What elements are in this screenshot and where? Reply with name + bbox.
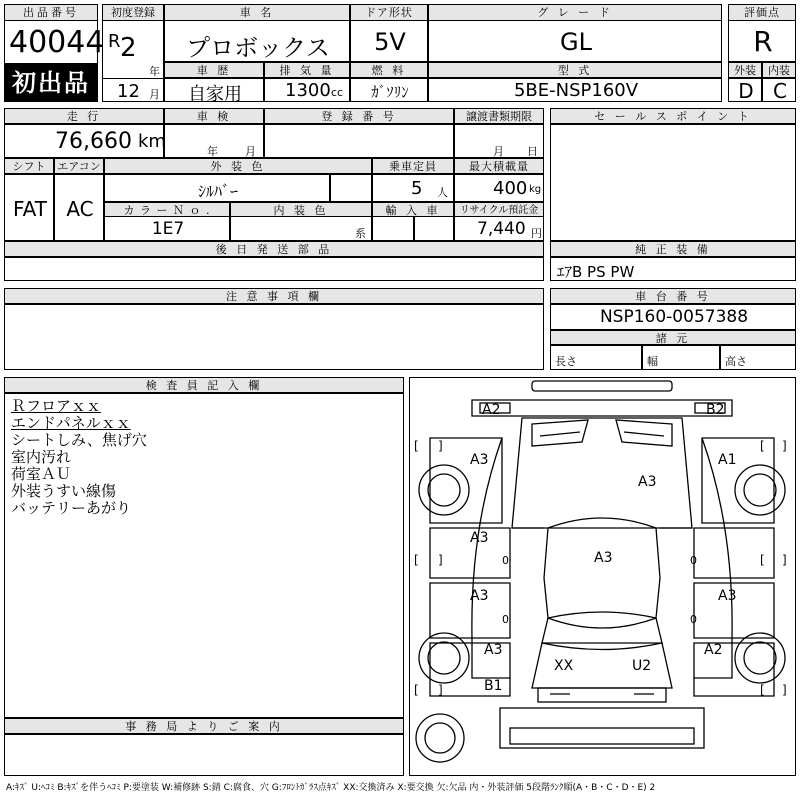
aircon-header: エアコン xyxy=(54,158,104,174)
bracket-mark: [ xyxy=(414,683,419,697)
sales-point-header: セ ー ル ス ポ イ ン ト xyxy=(550,108,796,124)
shift-value: FAT xyxy=(12,197,47,221)
damage-mark-left-fender: A3 xyxy=(470,452,489,468)
transfer-month-unit: 月 xyxy=(493,145,504,158)
inspection-cell xyxy=(164,124,264,158)
model-value: 5BE-NSP160V xyxy=(513,80,639,101)
remark-line: 荷室ＡＵ xyxy=(11,465,72,483)
color-no-value: 1E7 xyxy=(151,219,185,239)
mileage-value: 76,660 xyxy=(55,129,132,154)
specs-header: 諸 元 xyxy=(550,330,796,345)
remark-line: シートしみ、焦げ穴 xyxy=(11,431,147,449)
mileage-cell xyxy=(4,124,164,158)
car-diagram xyxy=(409,377,796,776)
ext-color-value: ｼﾙﾊﾞｰ xyxy=(197,182,238,201)
panel-zero-mark: 0 xyxy=(690,613,697,626)
bracket-mark: ] xyxy=(782,683,787,697)
inspector-remarks xyxy=(11,398,147,517)
transfer-cell xyxy=(454,124,544,158)
reg-no-cell xyxy=(264,124,454,158)
notes-cell xyxy=(4,304,544,370)
score-value: R xyxy=(753,25,773,58)
mileage-header: 走 行 xyxy=(4,108,164,124)
car-name-cell xyxy=(164,20,350,62)
car-diagram-drawing xyxy=(410,378,795,775)
shift-header: シフト xyxy=(4,158,54,174)
bracket-mark: [ xyxy=(760,553,765,567)
month-unit: 月 xyxy=(149,88,160,101)
year-unit: 年 xyxy=(149,65,160,78)
mileage-unit: km xyxy=(138,131,166,152)
first-reg-month-cell xyxy=(102,78,164,102)
ext-color-extra-cell xyxy=(330,174,372,202)
car-name: プロボックス xyxy=(186,34,330,62)
exterior-score-header: 外装 xyxy=(728,62,762,78)
bracket-mark: ] xyxy=(782,439,787,453)
reg-no-header: 登 録 番 号 xyxy=(264,108,454,124)
import-header: 輸 入 車 xyxy=(372,202,454,217)
history-value: 自家用 xyxy=(188,84,242,105)
remark-line: Ｒフロアｘｘ xyxy=(11,397,102,415)
max-load-cell xyxy=(454,174,544,202)
fuel-header: 燃 料 xyxy=(350,62,428,78)
first-reg-month: 12 xyxy=(117,81,140,102)
bracket-mark: ] xyxy=(438,553,443,567)
office-cell xyxy=(4,734,404,776)
damage-mark-fl-bumper: A2 xyxy=(482,402,501,418)
damage-mark-left-rear-door: A3 xyxy=(470,588,489,604)
max-load-value: 400 xyxy=(493,178,528,199)
era: R xyxy=(108,31,121,52)
capacity-cell xyxy=(372,174,454,202)
damage-mark-roof: A3 xyxy=(594,550,613,566)
grade-cell xyxy=(428,20,722,62)
remark-line: エンドパネルｘｘ xyxy=(11,414,131,432)
displacement-value: 1300 xyxy=(285,80,331,101)
displacement-unit: cc xyxy=(331,86,344,99)
damage-mark-rear-left: XX xyxy=(554,658,574,674)
damage-mark-right-rear-door: A3 xyxy=(718,588,737,604)
lot-number-cell xyxy=(4,20,105,64)
panel-zero-mark: 0 xyxy=(502,613,509,626)
genuine-value: ｴｱB PS PW xyxy=(557,263,635,281)
remark-line: バッテリーあがり xyxy=(11,499,132,517)
ext-color-cell xyxy=(104,174,330,202)
fuel-value: ｶﾞｿﾘﾝ xyxy=(371,83,409,101)
damage-mark-left-front-door: A3 xyxy=(470,530,489,546)
aircon-cell xyxy=(54,174,104,241)
score-header: 評価点 xyxy=(728,4,796,21)
later-parts-header: 後 日 発 送 部 品 xyxy=(4,241,544,257)
interior-score-header: 内装 xyxy=(762,62,796,78)
bracket-mark: ] xyxy=(438,439,443,453)
model-header: 型 式 xyxy=(428,62,722,78)
grade-header: グ レ ー ド xyxy=(428,4,722,21)
bracket-mark: [ xyxy=(414,439,419,453)
door-value: 5V xyxy=(374,28,406,56)
damage-mark-fr-bumper: B2 xyxy=(706,402,725,418)
spec-length-label: 長さ xyxy=(555,355,577,368)
history-header: 車 歴 xyxy=(164,62,264,78)
panel-zero-mark: 0 xyxy=(690,554,697,567)
capacity-unit: 人 xyxy=(437,186,448,199)
max-load-header: 最大積載量 xyxy=(454,158,544,174)
later-parts-cell xyxy=(4,257,544,281)
spec-height-label: 高さ xyxy=(725,355,747,368)
damage-mark-hood: A3 xyxy=(638,474,657,490)
interior-score: C xyxy=(773,79,787,103)
recycle-header: リサイクル預託金 xyxy=(454,202,544,217)
chassis-cell xyxy=(550,304,796,330)
first-reg-header: 初度登録 xyxy=(102,4,164,21)
displacement-cell xyxy=(264,78,350,102)
recycle-cell xyxy=(454,216,544,241)
bracket-mark: [ xyxy=(760,439,765,453)
damage-mark-rear-bumper-left: B1 xyxy=(484,678,503,694)
bracket-mark: ] xyxy=(782,553,787,567)
int-color-header: 内 装 色 xyxy=(230,202,372,217)
remark-line: 室内汚れ xyxy=(11,448,72,466)
bracket-mark: [ xyxy=(760,683,765,697)
door-cell xyxy=(350,20,428,62)
exterior-score: D xyxy=(738,79,754,103)
chassis-value: NSP160-0057388 xyxy=(599,307,749,327)
color-no-header: カ ラ ー Ｎ ｏ . xyxy=(104,202,230,217)
damage-mark-rear-right: U2 xyxy=(632,658,652,674)
transfer-day-unit: 日 xyxy=(527,145,538,158)
max-load-unit: kg xyxy=(529,184,542,195)
aircon-value: AC xyxy=(66,197,94,221)
sales-point-cell xyxy=(550,124,796,241)
legend-text: A:ｷｽﾞ U:ﾍｺﾐ B:ｷｽﾞを伴うﾍｺﾐ P:要塗装 W:補修跡 S:錆 C:腐食、穴 G:ﾌﾛﾝﾄｶﾞﾗｽ点ｷｽﾞ XX:交換済み X:要交換 欠:欠品 内・外装評価 5段階ﾗﾝｸ順(A・B・C・D・E) 2 xyxy=(6,783,656,793)
inspection-year-unit: 年 xyxy=(207,145,218,158)
genuine-header: 純 正 装 備 xyxy=(550,241,796,257)
color-no-cell xyxy=(104,216,230,241)
shift-cell xyxy=(4,174,54,241)
door-header: ドア形状 xyxy=(350,4,428,21)
bracket-mark: ] xyxy=(438,683,443,697)
remark-line: 外装うすい線傷 xyxy=(11,482,117,500)
fuel-cell xyxy=(350,78,428,102)
lot-number-header: 出品番号 xyxy=(4,4,98,21)
int-color-cell xyxy=(230,216,372,241)
spec-length-cell xyxy=(550,345,642,370)
first-reg-year: 2 xyxy=(120,33,137,63)
capacity-header: 乗車定員 xyxy=(372,158,454,174)
notes-header: 注 意 事 項 欄 xyxy=(4,288,544,304)
inspection-month-unit: 月 xyxy=(245,145,256,158)
model-cell xyxy=(428,78,722,102)
int-color-unit: 系 xyxy=(355,227,366,240)
genuine-cell xyxy=(550,257,796,281)
grade-value: GL xyxy=(560,28,592,56)
inspector-cell xyxy=(4,393,404,718)
spec-height-cell xyxy=(720,345,796,370)
panel-zero-mark: 0 xyxy=(502,554,509,567)
car-name-header: 車 名 xyxy=(164,4,350,21)
spec-width-cell xyxy=(642,345,720,370)
lot-number: 40044 xyxy=(9,25,105,60)
first-listing-badge: 初出品 xyxy=(4,64,98,102)
capacity-value: 5 xyxy=(411,178,423,199)
interior-score-cell xyxy=(762,78,796,102)
ext-color-header: 外 装 色 xyxy=(104,158,372,174)
inspector-header: 検 査 員 記 入 欄 xyxy=(4,377,404,393)
damage-mark-left-quarter: A3 xyxy=(484,642,503,658)
displacement-header: 排 気 量 xyxy=(264,62,350,78)
damage-mark-right-quarter: A2 xyxy=(704,642,723,658)
transfer-header: 譲渡書類期限 xyxy=(454,108,544,124)
damage-mark-right-fender: A1 xyxy=(718,452,737,468)
import-cell-left xyxy=(372,216,414,241)
inspection-header: 車 検 xyxy=(164,108,264,124)
recycle-value: 7,440 xyxy=(477,219,526,239)
import-cell-right xyxy=(414,216,454,241)
score-cell xyxy=(728,20,796,62)
first-reg-cell xyxy=(102,20,164,79)
chassis-header: 車 台 番 号 xyxy=(550,288,796,304)
exterior-score-cell xyxy=(728,78,762,102)
history-cell xyxy=(164,78,264,105)
office-header: 事 務 局 よ り ご 案 内 xyxy=(4,718,404,734)
recycle-unit: 円 xyxy=(531,227,542,240)
spec-width-label: 幅 xyxy=(647,355,658,368)
bracket-mark: [ xyxy=(414,553,419,567)
